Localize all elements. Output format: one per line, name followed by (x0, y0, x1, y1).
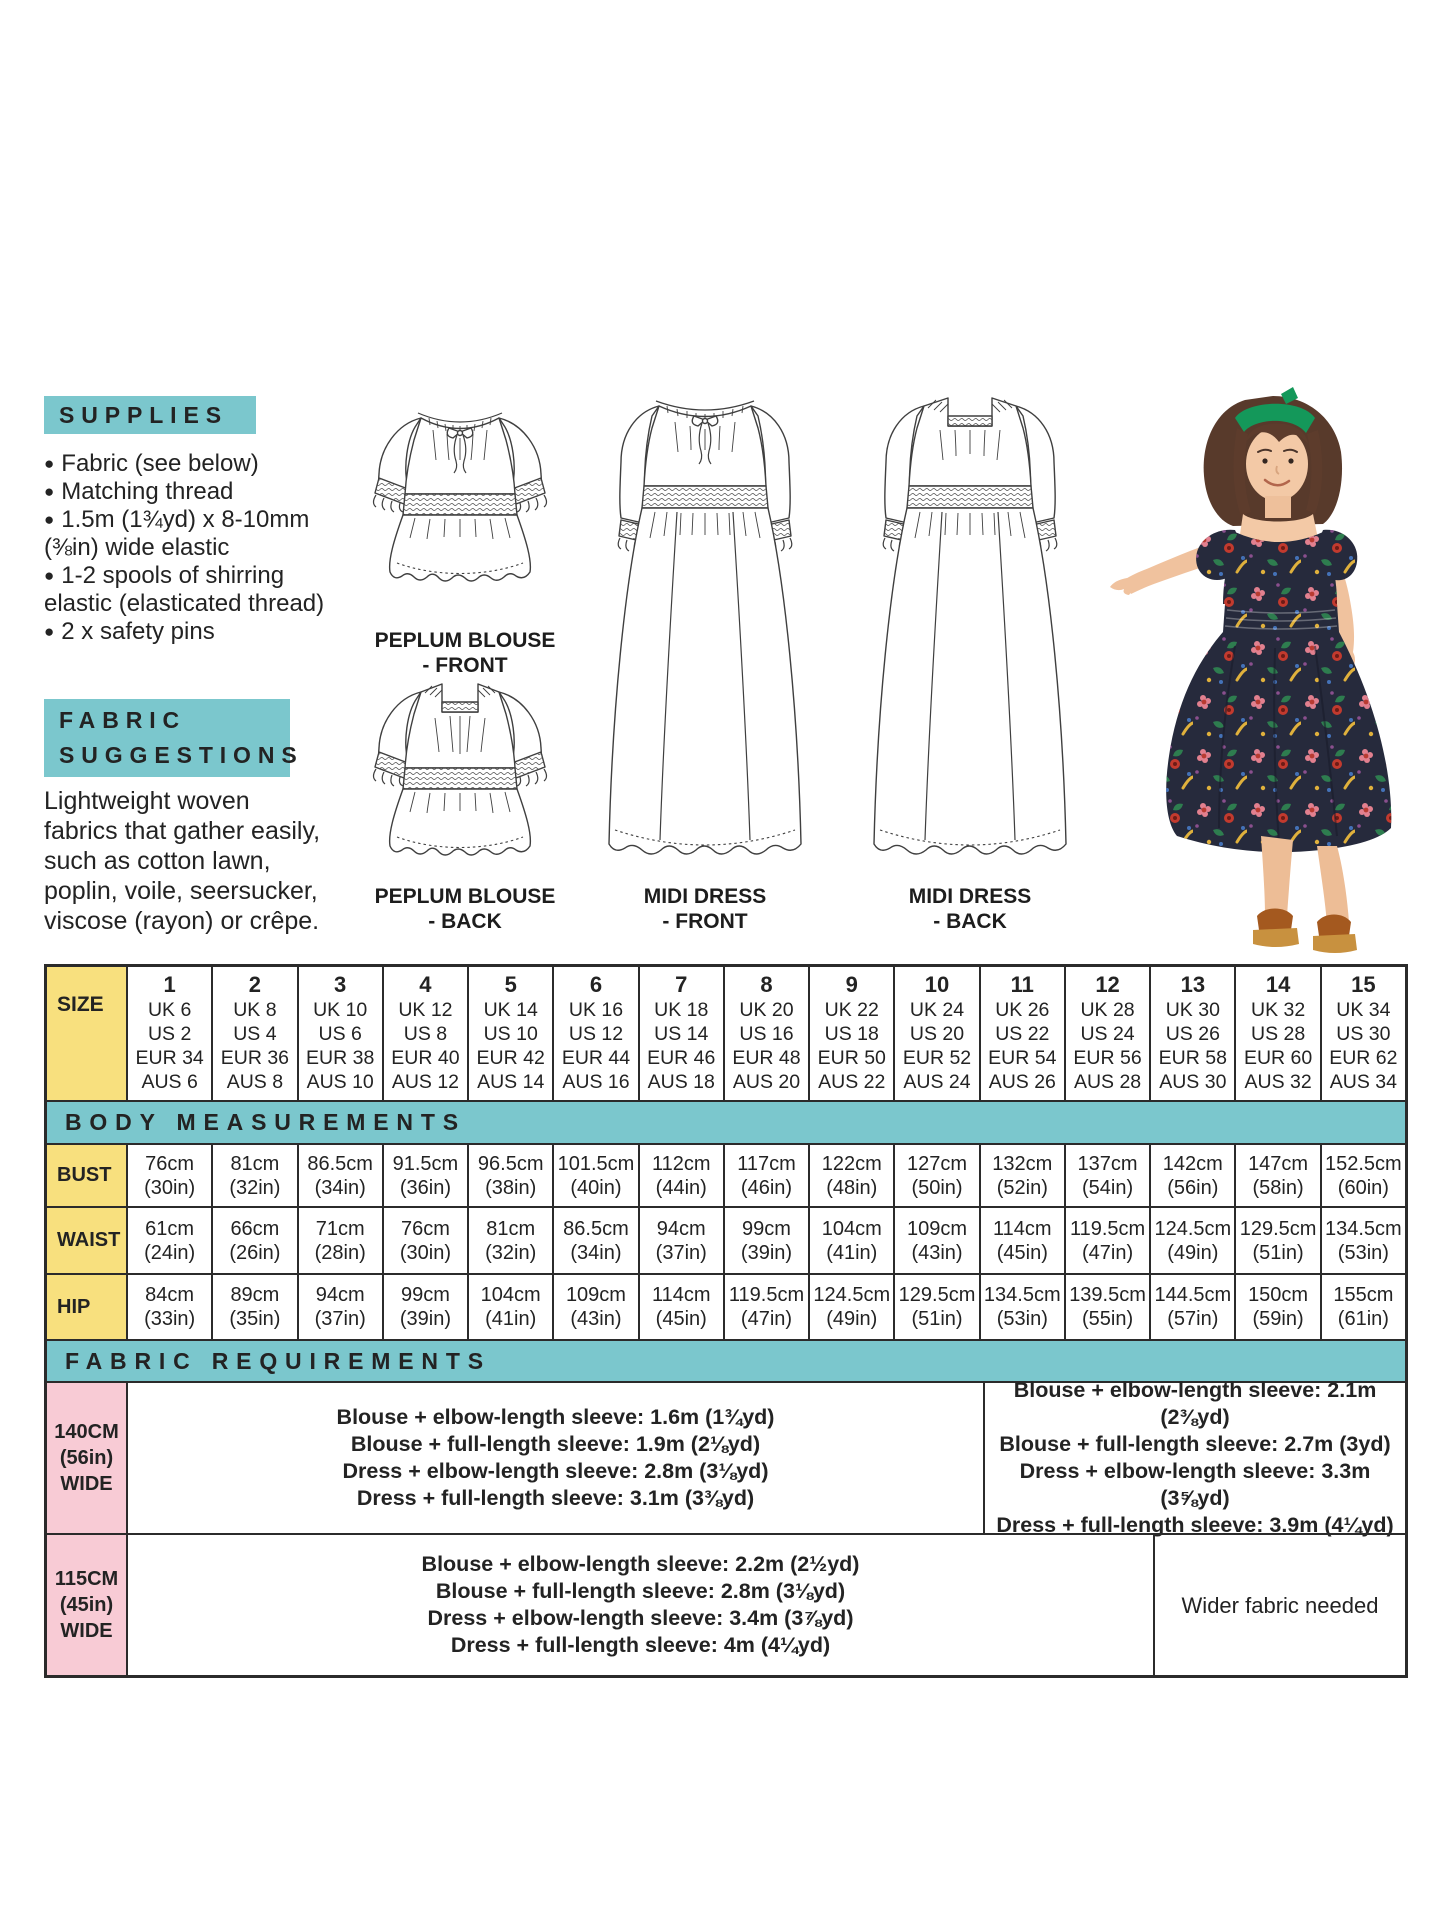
supplies-item: ● 2 x safety pins (44, 618, 215, 645)
hip-value: 104cm (41in) (467, 1275, 552, 1339)
hip-value: 109cm (43in) (552, 1275, 637, 1339)
supplies-heading (44, 396, 256, 434)
waist-value: 86.5cm (34in) (552, 1208, 637, 1273)
size-column-8: 8 UK 20 US 16 EUR 48 AUS 20 (723, 967, 808, 1100)
hip-value: 84cm (33in) (144, 1284, 196, 1330)
bust-value: 147cm (58in) (1234, 1145, 1319, 1206)
fabric-suggestions-text: Lightweight woven fabrics that gather easily, such as cotton lawn, poplin, voile, seersucker, viscose (rayon) or crêpe. (44, 787, 321, 935)
bust-value: 142cm (56in) (1149, 1145, 1234, 1206)
size-header-label: SIZE (57, 993, 104, 1016)
hip-value: 134.5cm (53in) (979, 1275, 1064, 1339)
fabric-suggestions-heading (44, 699, 304, 777)
waist-value: 129.5cm (51in) (1234, 1208, 1319, 1273)
waist-value: 104cm (41in) (808, 1208, 893, 1273)
width-115-row (47, 1533, 1405, 1675)
size-header-cell (47, 967, 128, 1100)
width-115-label-cell: 115CM (45in) WIDE (47, 1535, 128, 1675)
body-measurements-title: BODY MEASUREMENTS (65, 1109, 466, 1135)
hip-value: 119.5cm (47in) (723, 1275, 808, 1339)
fabric-suggestions-title-line2: SUGGESTIONS (59, 742, 304, 768)
width-140-main-cell: Blouse + elbow-length sleeve: 1.6m (1¾yd) Blouse + full-length sleeve: 1.9m (2⅛yd) Dress + elbow-length sleeve: 2.8m (3⅛yd) Dress + full-length sleeve: 3.1m (3⅜yd) (336, 1405, 775, 1510)
waist-value: 71cm (28in) (297, 1208, 382, 1273)
bust-value: 112cm (44in) (638, 1145, 723, 1206)
waist-value: 119.5cm (47in) (1064, 1208, 1149, 1273)
hip-row (47, 1273, 1405, 1339)
width-140-label-cell: 140CM (56in) WIDE (47, 1383, 128, 1533)
bullet-icon: ● (44, 510, 55, 529)
peplum-blouse-front-label: PEPLUM BLOUSE - FRONT (374, 629, 556, 677)
size-columns (128, 967, 1405, 1100)
bust-value: 101.5cm (40in) (552, 1145, 637, 1206)
size-column-4: 4 UK 12 US 8 EUR 40 AUS 12 (382, 967, 467, 1100)
size-column-1: 1 UK 6 US 2 EUR 34 AUS 6 (135, 972, 204, 1093)
fabric-requirements-heading (47, 1339, 1405, 1381)
bust-value: 127cm (50in) (893, 1145, 978, 1206)
supplies-item: ● 1-2 spools of shirring elastic (elasticated thread) (44, 562, 325, 617)
waist-value: 61cm (24in) (144, 1217, 196, 1264)
hip-value: 129.5cm (51in) (893, 1275, 978, 1339)
size-column-6: 6 UK 16 US 12 EUR 44 AUS 16 (552, 967, 637, 1100)
bust-value: 117cm (46in) (723, 1145, 808, 1206)
waist-value: 66cm (26in) (211, 1208, 296, 1273)
bullet-icon: ● (44, 566, 55, 585)
measure-cells-2 (128, 1275, 1405, 1339)
peplum-blouse-back-label: PEPLUM BLOUSE - BACK (374, 885, 556, 933)
measure-cells-1 (128, 1208, 1405, 1273)
bust-value: 91.5cm (36in) (382, 1145, 467, 1206)
hip-value: 99cm (39in) (382, 1275, 467, 1339)
width-140-row (47, 1378, 1405, 1537)
supplies-item: ● Matching thread (44, 478, 234, 505)
bust-value: 76cm (30in) (144, 1152, 196, 1199)
hip-value: 144.5cm (57in) (1149, 1275, 1234, 1339)
waist-value: 94cm (37in) (638, 1208, 723, 1273)
size-column-14: 14 UK 32 US 28 EUR 60 AUS 32 (1234, 967, 1319, 1100)
hip-value: 94cm (37in) (297, 1275, 382, 1339)
hip-value: 155cm (61in) (1320, 1275, 1405, 1339)
size-column-2: 2 UK 8 US 4 EUR 36 AUS 8 (211, 967, 296, 1100)
size-column-13: 13 UK 30 US 26 EUR 58 AUS 30 (1149, 967, 1234, 1100)
supplies-item: ● Fabric (see below) (44, 450, 259, 477)
peplum-blouse-front-drawing (345, 382, 575, 622)
waist-value: 109cm (43in) (893, 1208, 978, 1273)
width-115-main-cell: Blouse + elbow-length sleeve: 2.2m (2½yd) Blouse + full-length sleeve: 2.8m (3⅛yd) Dress + elbow-length sleeve: 3.4m (3⅞yd) Dress + full-length sleeve: 4m (4¼yd) (421, 1552, 860, 1657)
bust-value: 96.5cm (38in) (467, 1145, 552, 1206)
bust-value: 137cm (54in) (1064, 1145, 1149, 1206)
bust-value: 122cm (48in) (808, 1145, 893, 1206)
waist-value: 124.5cm (49in) (1149, 1208, 1234, 1273)
midi-dress-front-drawing (555, 382, 855, 880)
size-column-3: 3 UK 10 US 6 EUR 38 AUS 10 (297, 967, 382, 1100)
waist-value: 81cm (32in) (467, 1208, 552, 1273)
bullet-icon: ● (44, 482, 55, 501)
hip-value: 150cm (59in) (1234, 1275, 1319, 1339)
hip-value: 89cm (35in) (211, 1275, 296, 1339)
size-column-5: 5 UK 14 US 10 EUR 42 AUS 14 (467, 967, 552, 1100)
supplies-title: SUPPLIES (59, 402, 228, 428)
bust-value: 86.5cm (34in) (297, 1145, 382, 1206)
size-column-7: 7 UK 18 US 14 EUR 46 AUS 18 (638, 967, 723, 1100)
fabric-suggestions-title-line1: FABRIC (59, 707, 187, 733)
size-and-requirements-table (44, 964, 1408, 1678)
fabric-requirements-title: FABRIC REQUIREMENTS (65, 1347, 491, 1374)
size-column-10: 10 UK 24 US 20 EUR 52 AUS 24 (893, 967, 978, 1100)
supplies-list (44, 450, 374, 646)
waist-row (47, 1206, 1405, 1273)
bullet-icon: ● (44, 622, 55, 641)
midi-dress-back-label: MIDI DRESS - BACK (908, 885, 1032, 933)
body-measurements-heading (47, 1100, 1405, 1143)
bust-value: 152.5cm (60in) (1320, 1145, 1405, 1206)
waist-value: 114cm (45in) (979, 1208, 1064, 1273)
hip-value: 139.5cm (55in) (1064, 1275, 1149, 1339)
size-column-11: 11 UK 26 US 22 EUR 54 AUS 26 (979, 967, 1064, 1100)
size-column-12: 12 UK 28 US 24 EUR 56 AUS 28 (1064, 967, 1149, 1100)
bust-value: 81cm (32in) (211, 1145, 296, 1206)
waist-value: 99cm (39in) (723, 1208, 808, 1273)
hip-label-cell: HIP (47, 1275, 128, 1339)
width-115-alt-cell (1153, 1535, 1405, 1675)
hip-value: 114cm (45in) (638, 1275, 723, 1339)
measure-cells-0 (128, 1145, 1405, 1206)
peplum-blouse-back-drawing (345, 656, 575, 880)
bust-value: 132cm (52in) (979, 1145, 1064, 1206)
size-column-15: 15 UK 34 US 30 EUR 62 AUS 34 (1320, 967, 1405, 1100)
width-140-alt-cell: Blouse + elbow-length sleeve: 2.1m (2⅜yd) Blouse + full-length sleeve: 2.7m (3yd) Dress + elbow-length sleeve: 3.3m (3⅝yd) Dress + full-length sleeve: 3.9m (4¼yd) (983, 1383, 1405, 1533)
wider-fabric-note: Wider fabric needed (1181, 1592, 1379, 1618)
bust-label-cell: BUST (47, 1145, 128, 1206)
waist-value: 134.5cm (53in) (1320, 1208, 1405, 1273)
size-column-9: 9 UK 22 US 18 EUR 50 AUS 22 (808, 967, 893, 1100)
hip-value: 124.5cm (49in) (808, 1275, 893, 1339)
bullet-icon: ● (44, 454, 55, 473)
waist-value: 76cm (30in) (382, 1208, 467, 1273)
midi-dress-back-drawing (820, 382, 1120, 880)
size-row (47, 967, 1405, 1100)
supplies-item: ● 1.5m (1¾yd) x 8-10mm (⅜in) wide elastic (44, 506, 310, 561)
bust-row (47, 1143, 1405, 1206)
midi-dress-front-label: MIDI DRESS - FRONT (643, 885, 767, 933)
waist-label-cell: WAIST (47, 1208, 128, 1273)
model-photo (1085, 366, 1445, 962)
